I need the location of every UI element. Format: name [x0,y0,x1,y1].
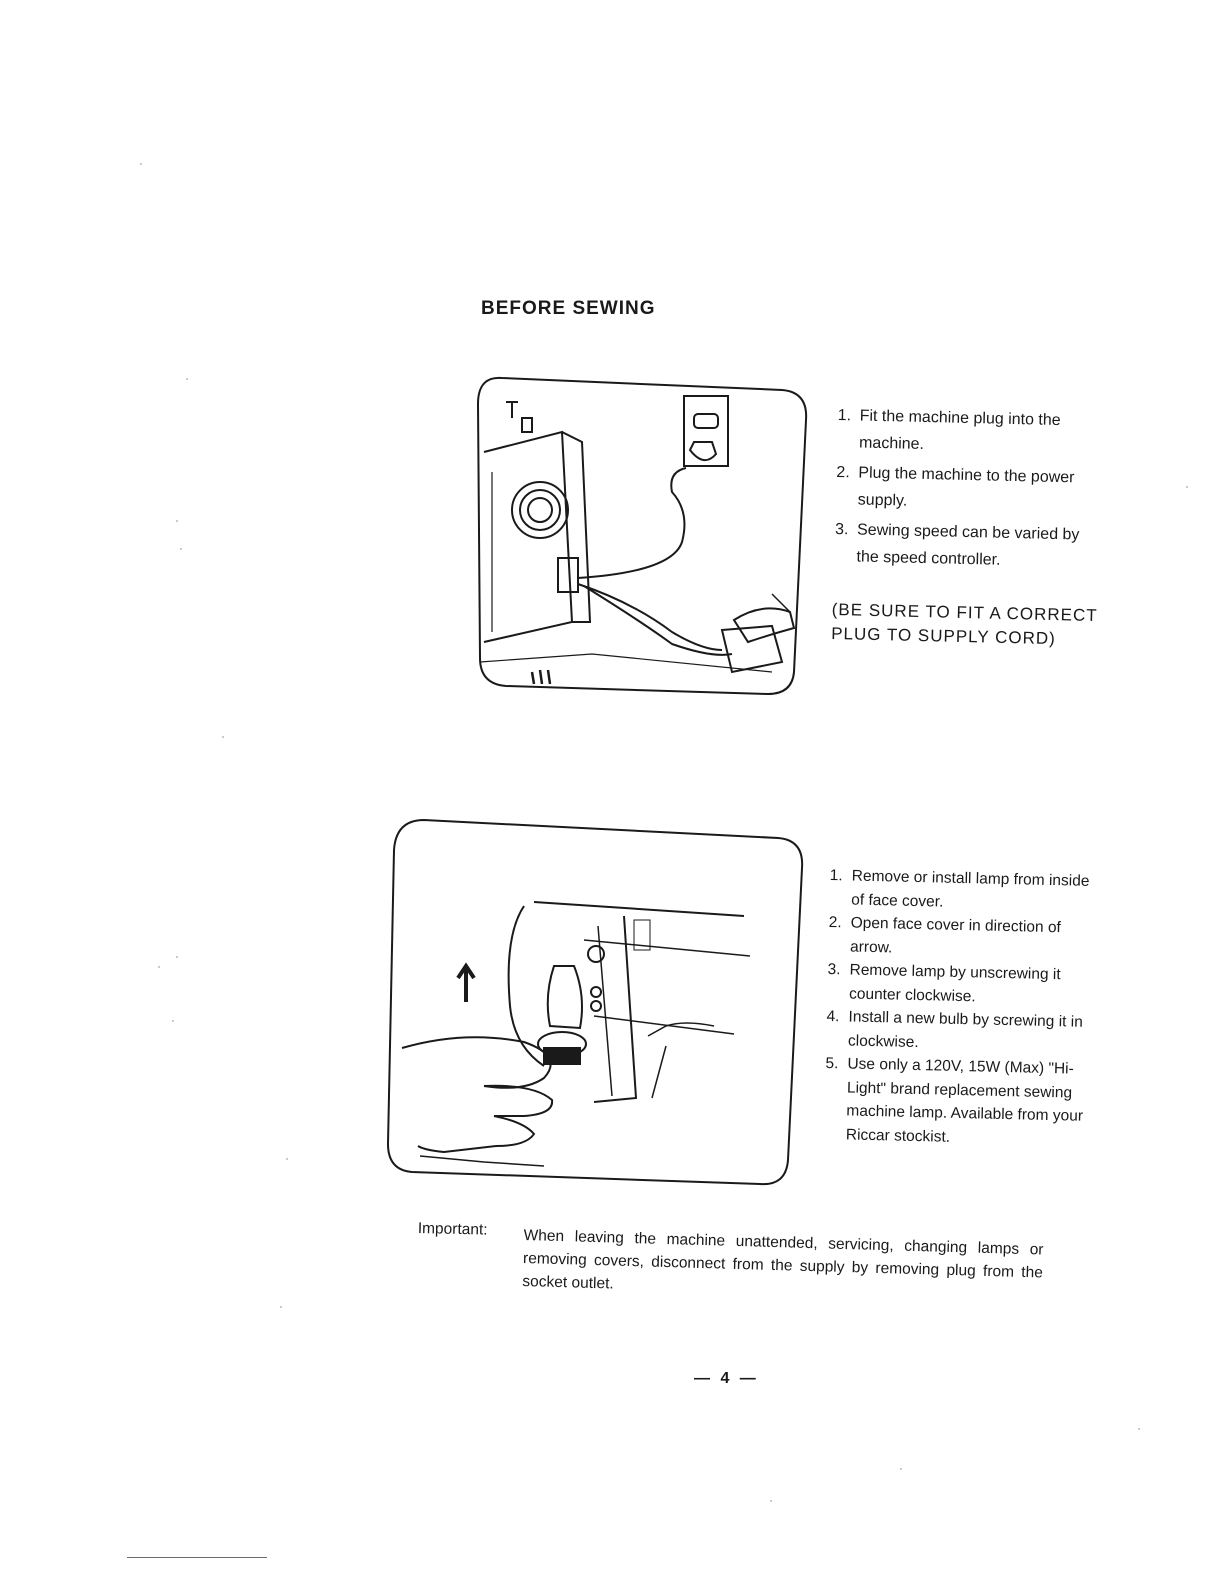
important-text: When leaving the machine unattended, servicing, changing lamps or removing covers, disconnect from the supply by removing plug from the socket outlet. [522,1226,1044,1293]
step-number: 3. [834,520,849,539]
step-number: 2. [828,913,842,932]
step-text: Plug the machine to the power supply. [857,464,1075,510]
step-text: Install a new bulb by screwing it in clockwise. [847,1008,1084,1051]
step-number: 4. [826,1007,840,1026]
page-title: BEFORE SEWING [481,298,656,319]
step-number: 5. [825,1054,839,1073]
step-text: Use only a 120V, 15W (Max) "Hi-Light" brand replacement sewing machine lamp. Available from your Riccar stockist. [845,1055,1084,1146]
list-item [837,402,1100,462]
list-item [835,459,1098,519]
step-number: 2. [836,463,850,482]
step-number: 1. [837,406,852,425]
step-number: 3. [827,960,841,979]
list-item [826,1005,1091,1058]
plug-warning: (BE SURE TO FIT A CORRECT PLUG TO SUPPLY CORD) [830,599,1098,649]
footer-rule [127,1557,267,1558]
step-text: Open face cover in direction of arrow. [849,914,1062,956]
step-text: Sewing speed can be varied by the speed controller. [856,521,1080,569]
lamp-replacement-illustration [384,816,810,1192]
step-text: Remove lamp by unscrewing it counter clockwise. [848,961,1061,1005]
up-arrow-icon [458,966,474,1002]
list-item [827,958,1092,1011]
list-item [828,911,1093,964]
step-text: Remove or install lamp from inside of face cover. [851,867,1090,911]
list-item [824,1052,1090,1152]
list-item [829,864,1094,917]
step-number: 1. [829,866,843,885]
important-label: Important: [417,1220,488,1239]
power-connection-illustration [472,372,812,702]
list-item [834,516,1097,576]
step-text: Fit the machine plug into the machine. [858,407,1061,453]
lamp-steps-list [824,864,1094,1152]
power-steps-list [834,402,1100,579]
page-number: — 4 — [694,1370,759,1387]
